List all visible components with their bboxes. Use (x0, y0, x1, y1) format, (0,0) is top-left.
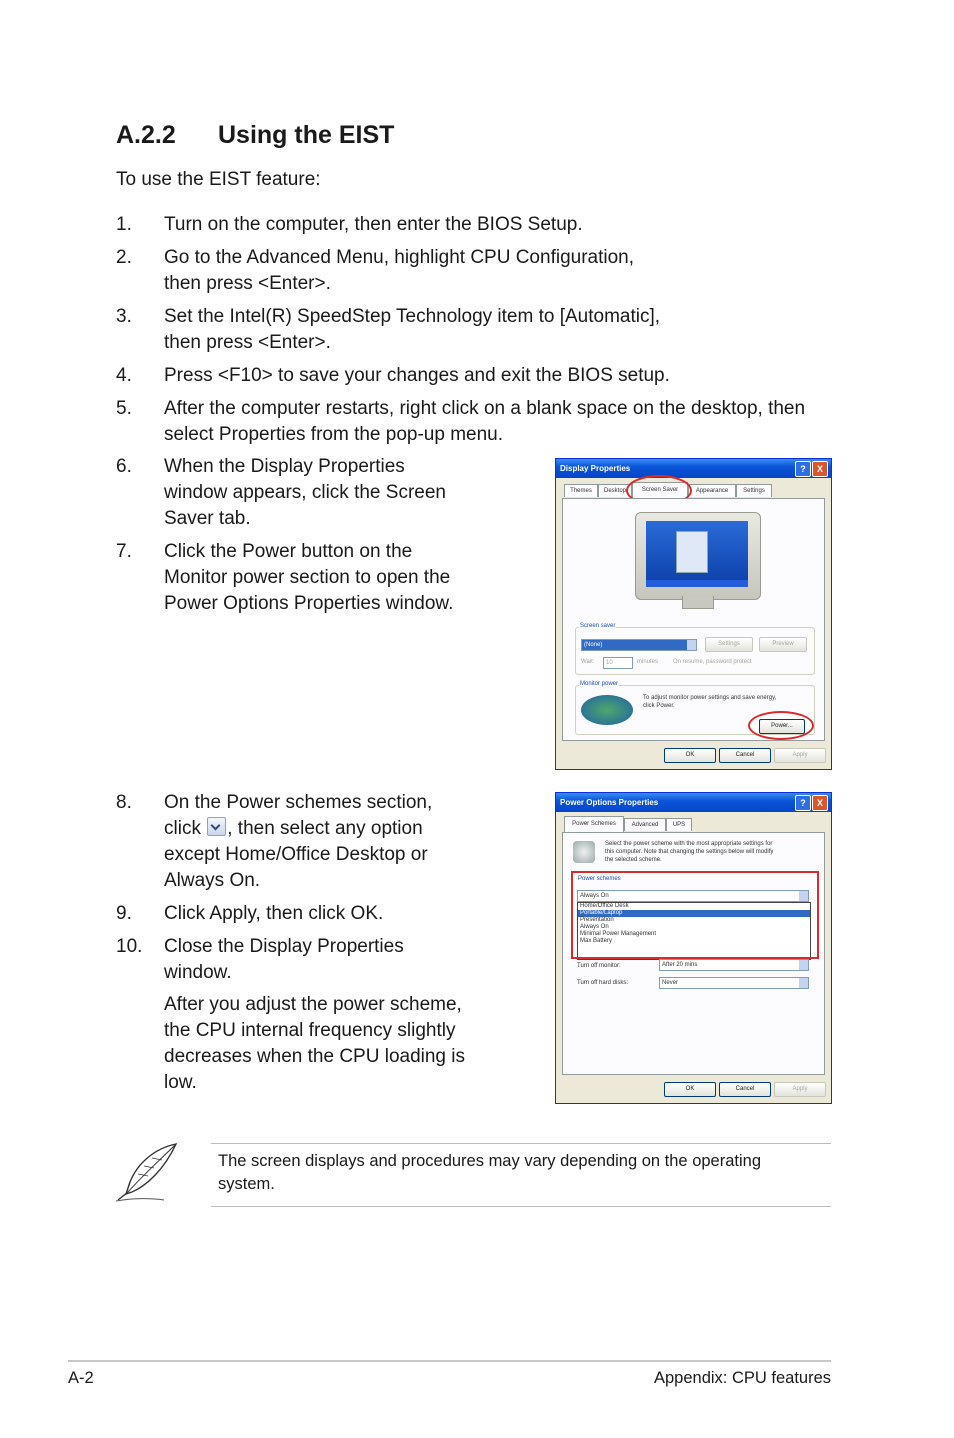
after-note-line: decreases when the CPU loading is (164, 1046, 466, 1067)
step-text: Always On. (164, 870, 261, 891)
screensaver-group-label: Screen saver (580, 623, 616, 629)
step-number: 1. (116, 214, 132, 235)
step-text: select Properties from the pop-up menu. (164, 424, 504, 445)
chevron-down-icon (799, 960, 808, 970)
note-line: The screen displays and procedures may vary depending on the operating (218, 1152, 762, 1170)
step-number: 6. (116, 456, 132, 477)
tab-screen-saver[interactable]: Screen Saver (632, 482, 688, 498)
window-title: Display Properties (560, 464, 631, 473)
step-number: 10. (116, 936, 143, 957)
section-title: Using the EIST (218, 121, 395, 149)
tab-advanced[interactable]: Advanced (624, 818, 666, 831)
ok-button[interactable]: OK (664, 1082, 716, 1097)
step-number: 8. (116, 792, 132, 813)
step-text: Turn on the computer, then enter the BIOS Setup. (164, 214, 583, 235)
turn-off-disks-value: Never (662, 980, 679, 986)
section-number: A.2.2 (116, 121, 176, 149)
monitor-screen (646, 521, 748, 587)
power-scheme-value: Always On (580, 893, 609, 899)
scheme-option[interactable]: Home/Office Desk (580, 903, 629, 909)
preview-button[interactable]: Preview (759, 637, 807, 652)
step-text: Click the Power button on the (164, 541, 413, 562)
intro-text: To use the EIST feature: (116, 169, 321, 190)
scheme-option[interactable]: Presentation (580, 917, 614, 923)
password-protect-checkbox[interactable]: On resume, password protect (673, 659, 752, 665)
tab-ups[interactable]: UPS (666, 818, 692, 831)
step-text-post: , then select any option (227, 818, 423, 839)
step-text: After the computer restarts, right click on a blank space on the desktop, then (164, 398, 806, 419)
taskbar-preview (646, 580, 748, 587)
highlight-power-schemes (571, 871, 819, 959)
turn-off-monitor-value: After 20 mins (662, 962, 698, 968)
step-number: 7. (116, 541, 132, 562)
turn-off-monitor-select[interactable] (659, 959, 809, 971)
turn-off-disks-select[interactable] (659, 977, 809, 989)
turn-off-disks-label: Turn off hard disks: (577, 980, 629, 986)
tab-appearance[interactable]: Appearance (688, 484, 736, 497)
footer-rule (68, 1360, 831, 1362)
step-text: window appears, click the Screen (164, 482, 446, 503)
apply-button[interactable]: Apply (774, 1082, 826, 1097)
ok-button[interactable]: OK (664, 748, 716, 763)
scheme-description: the selected scheme. (605, 857, 662, 863)
step-text: except Home/Office Desktop or (164, 844, 428, 865)
note-top-rule (211, 1143, 831, 1144)
step-number: 3. (116, 306, 132, 327)
power-options-window (555, 792, 832, 1104)
scheme-option-selected[interactable]: Portable/Laptop (578, 910, 810, 917)
chevron-down-icon (687, 640, 696, 650)
step-text: On the Power schemes section, (164, 792, 433, 813)
after-note-line: After you adjust the power scheme, (164, 994, 462, 1015)
step-text: Monitor power section to open the (164, 567, 451, 588)
step-number: 2. (116, 247, 132, 268)
after-note-line: the CPU internal frequency slightly (164, 1020, 456, 1041)
screensaver-value: (None) (584, 642, 603, 648)
settings-button[interactable]: Settings (705, 637, 753, 652)
scheme-option[interactable]: Always On (580, 924, 609, 930)
cancel-button[interactable]: Cancel (719, 748, 771, 763)
step-number: 4. (116, 365, 132, 386)
minutes-label: minutes (637, 659, 659, 665)
step-text: Set the Intel(R) SpeedStep Technology item to [Automatic], (164, 306, 661, 327)
after-note-line: low. (164, 1072, 197, 1093)
step-text: Press <F10> to save your changes and exit the BIOS setup. (164, 365, 670, 386)
tab-settings[interactable]: Settings (736, 484, 772, 497)
step-text: window. (164, 962, 232, 983)
scheme-option[interactable]: Max Battery (580, 938, 613, 944)
tab-power-schemes[interactable]: Power Schemes (564, 816, 624, 832)
note-text (218, 1150, 818, 1196)
tab-panel (562, 498, 825, 741)
step-text (164, 816, 423, 842)
help-button[interactable]: ? (795, 461, 811, 477)
monitor-power-text: click Power. (643, 703, 675, 709)
note-feather-icon (112, 1140, 182, 1204)
step-text-pre: click (164, 818, 201, 839)
power-schemes-label: Power schemes (578, 876, 621, 882)
close-button[interactable]: X (812, 461, 828, 477)
title-bar (556, 459, 831, 478)
scheme-description: this computer. Note that changing the settings below will modify (605, 849, 774, 855)
step-number: 5. (116, 398, 132, 419)
scheme-description: Select the power scheme with the most appropriate settings for (605, 841, 773, 847)
highlight-power-button (748, 711, 814, 740)
note-line: system. (218, 1175, 275, 1193)
monitor-power-group-label: Monitor power (580, 681, 619, 687)
display-properties-window (555, 458, 832, 770)
wait-input[interactable]: 10 (603, 657, 633, 669)
monitor-power-text: To adjust monitor power settings and save energy, (643, 695, 777, 701)
step-text: Click Apply, then click OK. (164, 903, 384, 924)
screensaver-select[interactable] (581, 639, 697, 651)
close-button[interactable]: X (812, 795, 828, 811)
step-text: Power Options Properties window. (164, 593, 454, 614)
wait-label: Wait: (581, 659, 595, 665)
apply-button[interactable]: Apply (774, 748, 826, 763)
step-text: Saver tab. (164, 508, 251, 529)
footer-chapter: Appendix: CPU features (653, 1369, 831, 1387)
step-number: 9. (116, 903, 132, 924)
scheme-option[interactable]: Minimal Power Management (580, 931, 657, 937)
help-button[interactable]: ? (795, 795, 811, 811)
step-text: Close the Display Properties (164, 936, 404, 957)
step-text: When the Display Properties (164, 456, 405, 477)
turn-off-monitor-label: Turn off monitor: (577, 963, 621, 969)
window-title: Power Options Properties (560, 798, 659, 807)
tab-themes[interactable]: Themes (564, 484, 598, 497)
dropdown-arrow-icon (207, 817, 226, 836)
power-plug-icon (573, 841, 595, 863)
note-bottom-rule (211, 1206, 831, 1207)
window-preview-icon (676, 531, 708, 573)
step-text: then press <Enter>. (164, 332, 331, 353)
page-number: A-2 (68, 1369, 94, 1387)
title-bar (556, 793, 831, 812)
monitor-stand (682, 596, 714, 609)
energy-star-logo (581, 695, 633, 725)
step-text: Go to the Advanced Menu, highlight CPU Configuration, (164, 247, 635, 268)
monitor-icon (635, 512, 761, 600)
power-button[interactable]: Power... (759, 719, 805, 734)
cancel-button[interactable]: Cancel (719, 1082, 771, 1097)
step-text: then press <Enter>. (164, 273, 331, 294)
tab-desktop[interactable]: Desktop (598, 484, 632, 497)
chevron-down-icon (799, 978, 808, 988)
